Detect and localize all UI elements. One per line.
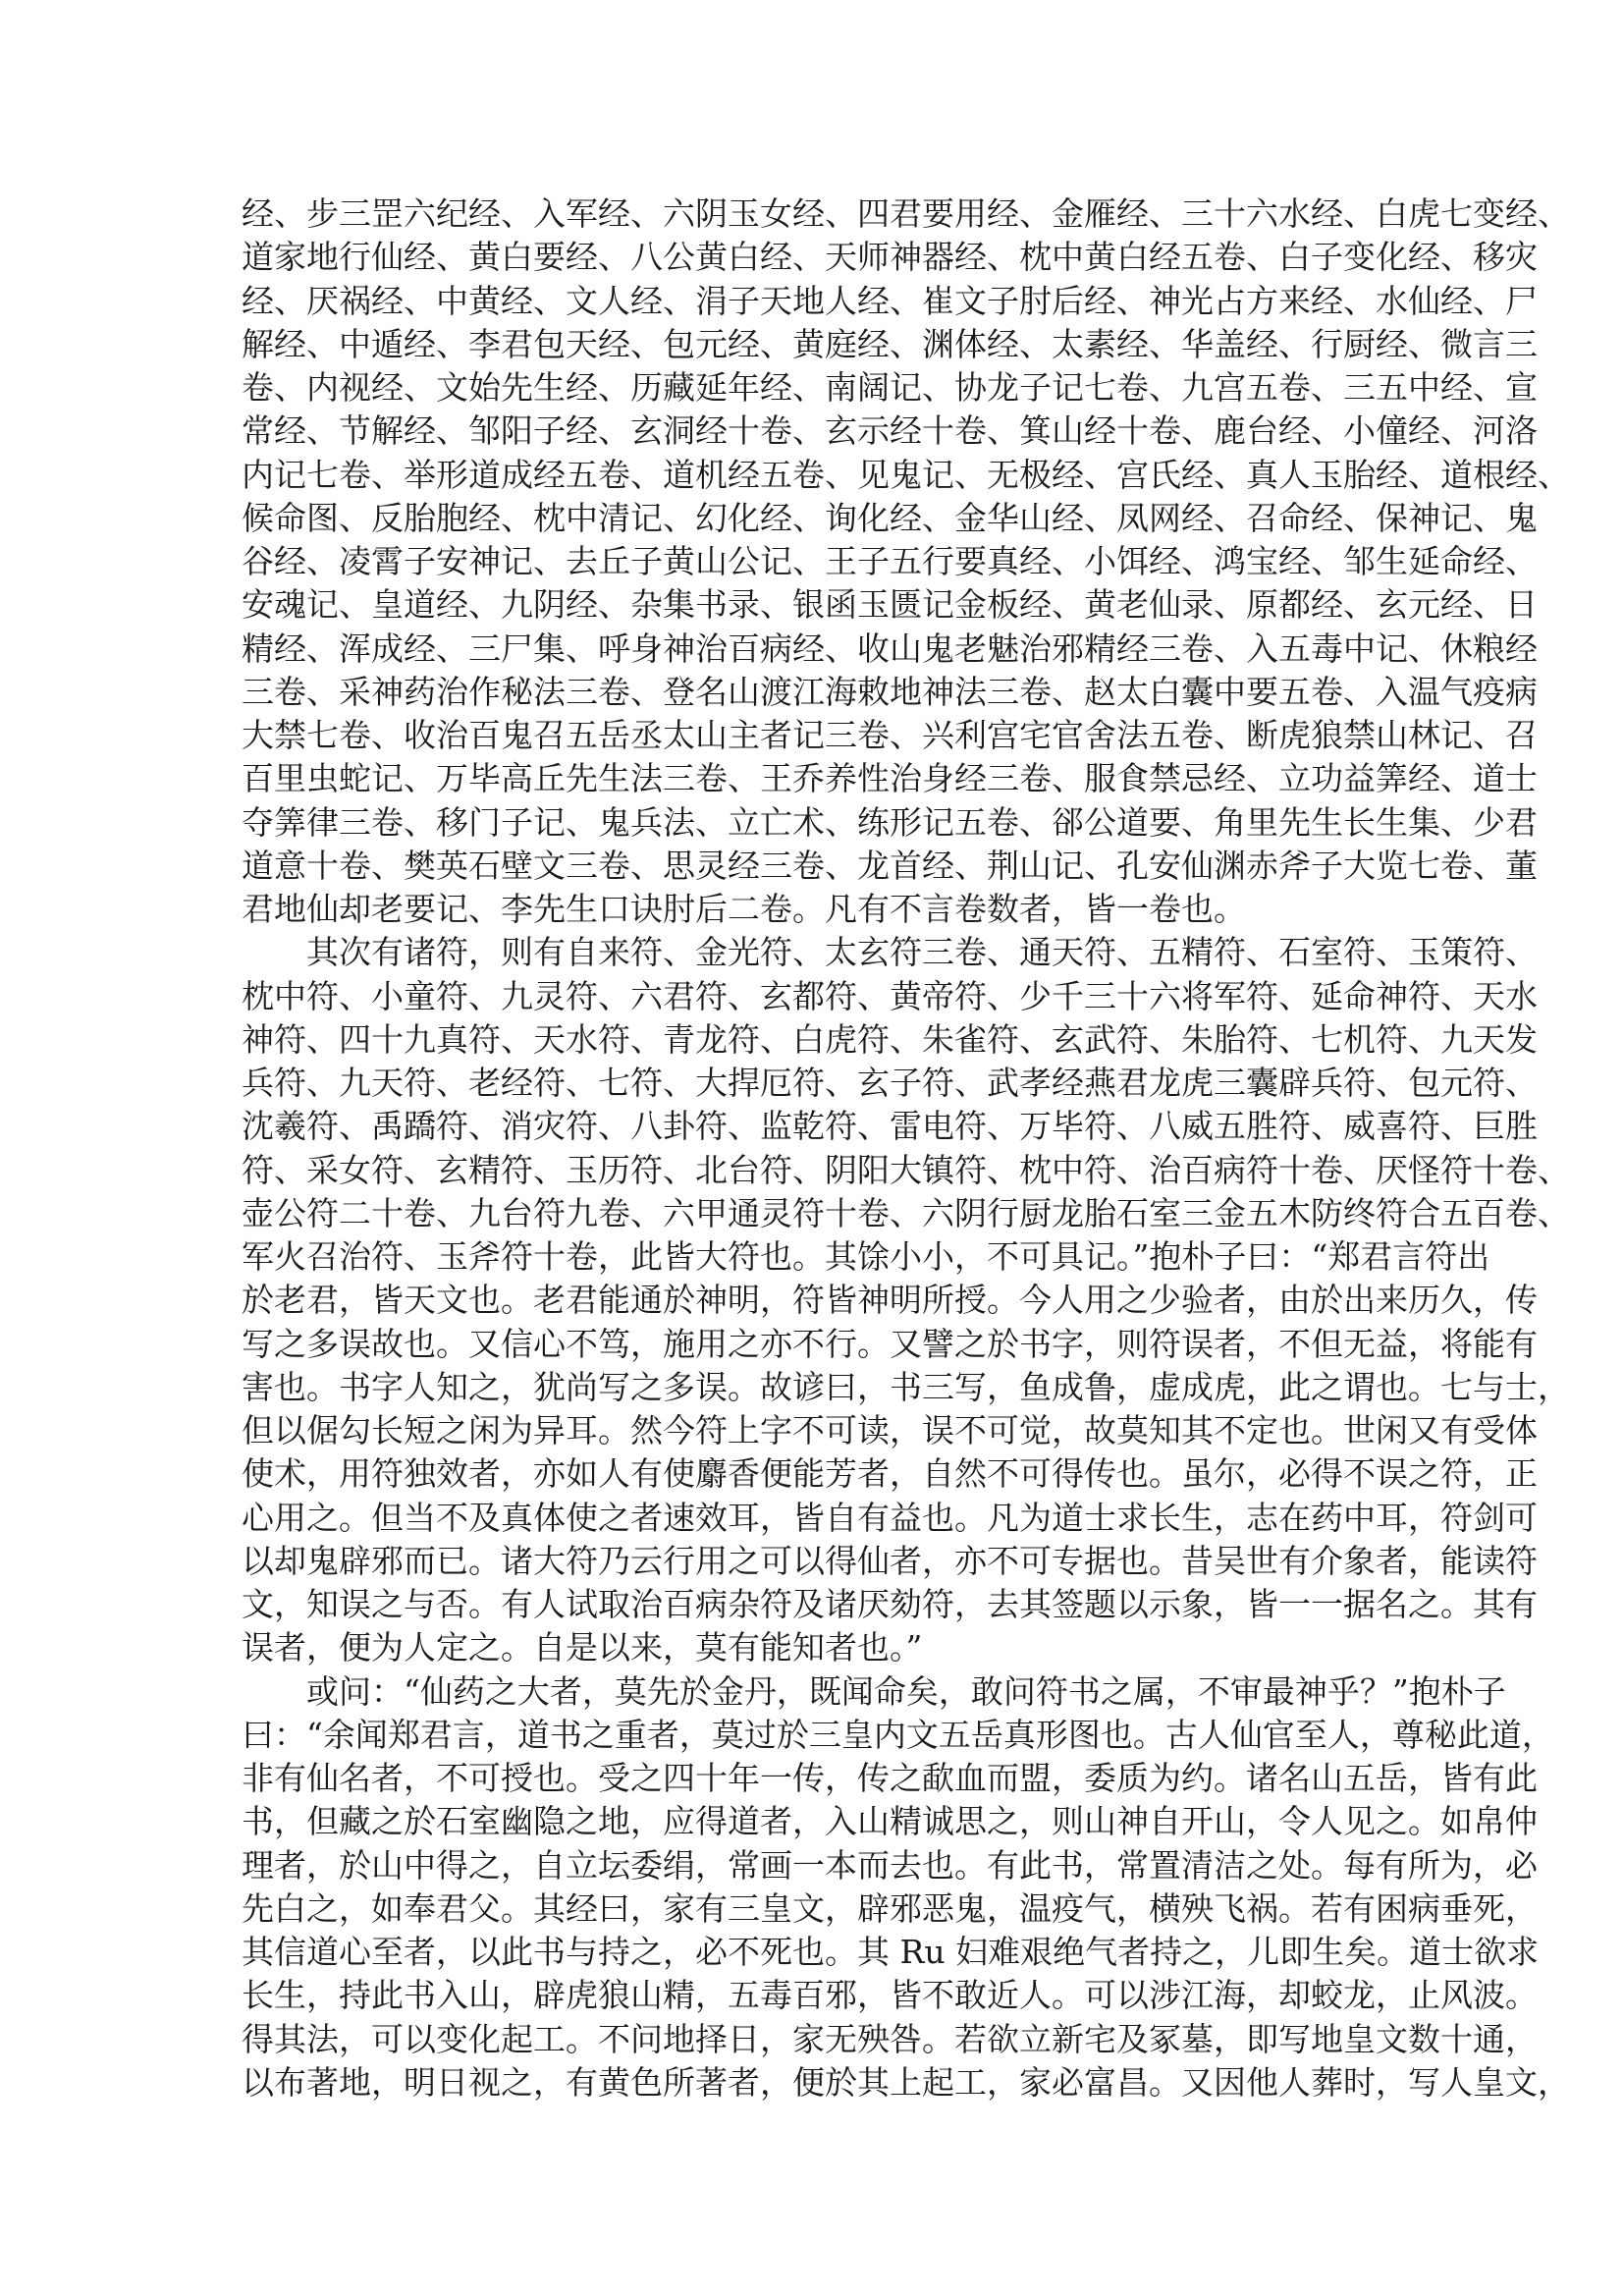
text-line: 先白之，如奉君父。其经曰，家有三皇文，辟邪恶鬼，温疫气，横殃飞祸。若有困病垂死， xyxy=(242,1888,1538,1928)
text-line: 其次有诸符，则有自来符、金光符、太玄符三卷、通天符、五精符、石室符、玉策符、 xyxy=(306,933,1538,972)
text-line: 百里虫蛇记、万毕高丘先生法三卷、王乔养性治身经三卷、服食禁忌经、立功益筭经、道士 xyxy=(242,759,1538,798)
text-line: 卷、内视经、文始先生经、历藏延年经、南阔记、协龙子记七卷、九宫五卷、三五中经、宣 xyxy=(242,368,1538,407)
text-line: 兵符、九天符、老经符、七符、大捍厄符、玄子符、武孝经燕君龙虎三囊辟兵符、包元符、 xyxy=(242,1064,1538,1102)
text-line: 神符、四十九真符、天水符、青龙符、白虎符、朱雀符、玄武符、朱胎符、七机符、九天发 xyxy=(242,1019,1538,1059)
text-line: 精经、浑成经、三尸集、呼身神治百病经、收山鬼老魅治邪精经三卷、入五毒中记、休粮经 xyxy=(242,629,1538,668)
body-text xyxy=(242,192,1570,2105)
text-line: 於老君，皆天文也。老君能通於神明，符皆神明所授。今人用之少验者，由於出来历久，传 xyxy=(242,1281,1538,1320)
text-line: 常经、节解经、邹阳子经、玄洞经十卷、玄示经十卷、箕山经十卷、鹿台经、小僮经、河洛 xyxy=(242,411,1538,451)
text-line: 解经、中遁经、李君包天经、包元经、黄庭经、渊体经、太素经、华盖经、行厨经、微言三 xyxy=(242,324,1538,363)
text-line: 沈羲符、禹蹻符、消灾符、八卦符、监乾符、雷电符、万毕符、八威五胜符、威喜符、巨胜 xyxy=(242,1107,1538,1146)
text-line: 枕中符、小童符、九灵符、六君符、玄都符、黄帝符、少千三十六将军符、延命神符、天水 xyxy=(242,976,1538,1015)
text-line: 经、厌祸经、中黄经、文人经、涓子天地人经、崔文子肘后经、神光占方来经、水仙经、尸 xyxy=(242,281,1538,320)
text-line: 但以倨勾长短之闲为异耳。然今符上字不可读，误不可觉，故莫知其不定也。世闲又有受体 xyxy=(242,1411,1538,1449)
text-line: 君地仙却老要记、李先生口诀肘后二卷。凡有不言卷数者，皆一卷也。 xyxy=(242,890,1246,928)
text-line: 害也。书字人知之，犹尚写之多误。故谚曰，书三写，鱼成鲁，虚成虎，此之谓也。七与士， xyxy=(242,1367,1570,1406)
text-line: 候命图、反胎胞经、枕中清记、幻化经、询化经、金华山经、凤网经、召命经、保神记、鬼 xyxy=(242,498,1538,537)
paragraph xyxy=(242,1670,1570,2105)
text-line: 书，但藏之於石室幽隐之地，应得道者，入山精诚思之，则山神自开山，令人见之。如帛仲 xyxy=(242,1802,1538,1841)
text-line: 其信道心至者，以此书与持之，必不死也。其 Ru 妇难艰绝气者持之，儿即生矣。道士欲求 xyxy=(242,1933,1540,1971)
text-line: 曰：“余闻郑君言，道书之重者，莫过於三皇内文五岳真形图也。古人仙官至人，尊秘此道， xyxy=(242,1715,1554,1754)
paragraph xyxy=(242,931,1570,1669)
text-line: 符、采女符、玄精符、玉历符、北台符、阴阳大镇符、枕中符、治百病符十卷、厌怪符十卷、 xyxy=(242,1150,1570,1189)
text-line: 谷经、凌霄子安神记、去丘子黄山公记、王子五行要真经、小饵经、鸿宝经、邹生延命经、 xyxy=(242,542,1538,580)
text-line: 使术，用符独效者，亦如人有使麝香便能芳者，自然不可得传也。虽尔，必得不误之符，正 xyxy=(242,1454,1538,1494)
text-line: 军火召治符、玉斧符十卷，此皆大符也。其馀小小，不可具记。”抱朴子曰：“郑君言符出 xyxy=(242,1237,1490,1276)
text-line: 大禁七卷、收治百鬼召五岳丞太山主者记三卷、兴利宫宅官舍法五卷、断虎狼禁山林记、召 xyxy=(242,716,1538,754)
text-line: 得其法，可以变化起工。不问地择日，家无殃咎。若欲立新宅及冢墓，即写地皇文数十通， xyxy=(242,2019,1538,2058)
text-line: 以布著地，明日视之，有黄色所著者，便於其上起工，家必富昌。又因他人葬时，写人皇文， xyxy=(242,2062,1570,2102)
text-line: 安魂记、皇道经、九阴经、杂集书录、银函玉匮记金板经、黄老仙录、原都经、玄元经、日 xyxy=(242,585,1538,625)
text-line: 写之多误故也。又信心不笃，施用之亦不行。又譬之於书字，则符误者，不但无益，将能有 xyxy=(242,1324,1538,1363)
text-line: 三卷、采神药治作秘法三卷、登名山渡江海敕地神法三卷、赵太白囊中要五卷、入温气疫病 xyxy=(242,672,1538,711)
text-line: 夺筭律三卷、移门子记、鬼兵法、立亡术、练形记五卷、郤公道要、角里先生长生集、少君 xyxy=(242,802,1538,842)
paragraph xyxy=(242,192,1570,931)
text-line: 内记七卷、举形道成经五卷、道机经五卷、见鬼记、无极经、宫氏经、真人玉胎经、道根经、 xyxy=(242,455,1570,494)
text-line: 道家地行仙经、黄白要经、八公黄白经、天师神器经、枕中黄白经五卷、白子变化经、移灾 xyxy=(242,238,1538,277)
text-line: 理者，於山中得之，自立坛委绢，常画一本而去也。有此书，常置清洁之处。每有所为，必 xyxy=(242,1845,1538,1885)
text-line: 道意十卷、樊英石壁文三卷、思灵经三卷、龙首经、荆山记、孔安仙渊赤斧子大览七卷、董 xyxy=(242,846,1538,885)
text-line: 心用之。但当不及真体使之者速效耳，皆自有益也。凡为道士求长生，志在药中耳，符剑可 xyxy=(242,1498,1538,1537)
text-line: 或问：“仙药之大者，莫先於金丹，既闻命矣，敢问符书之属，不审最神乎？”抱朴子 xyxy=(306,1671,1506,1711)
text-line: 文，知误之与否。有人试取治百病杂符及诸厌劾符，去其签题以示象，皆一一据名之。其有 xyxy=(242,1585,1538,1623)
text-line: 壶公符二十卷、九台符九卷、六甲通灵符十卷、六阴行厨龙胎石室三金五木防终符合五百卷、 xyxy=(242,1193,1570,1232)
text-line: 误者，便为人定之。自是以来，莫有能知者也。” xyxy=(242,1628,923,1667)
text-line: 以却鬼辟邪而已。诸大符乃云行用之可以得仙者，亦不可专据也。昔吴世有介象者，能读符 xyxy=(242,1541,1538,1580)
text-line: 长生，持此书入山，辟虎狼山精，五毒百邪，皆不敢近人。可以涉江海，却蛟龙，止风波。 xyxy=(242,1976,1538,2015)
text-line: 经、步三罡六纪经、入军经、六阴玉女经、四君要用经、金雁经、三十六水经、白虎七变经、 xyxy=(242,194,1570,233)
text-line: 非有仙名者，不可授也。受之四十年一传，传之歃血而盟，委质为约。诸名山五岳，皆有此 xyxy=(242,1759,1538,1797)
